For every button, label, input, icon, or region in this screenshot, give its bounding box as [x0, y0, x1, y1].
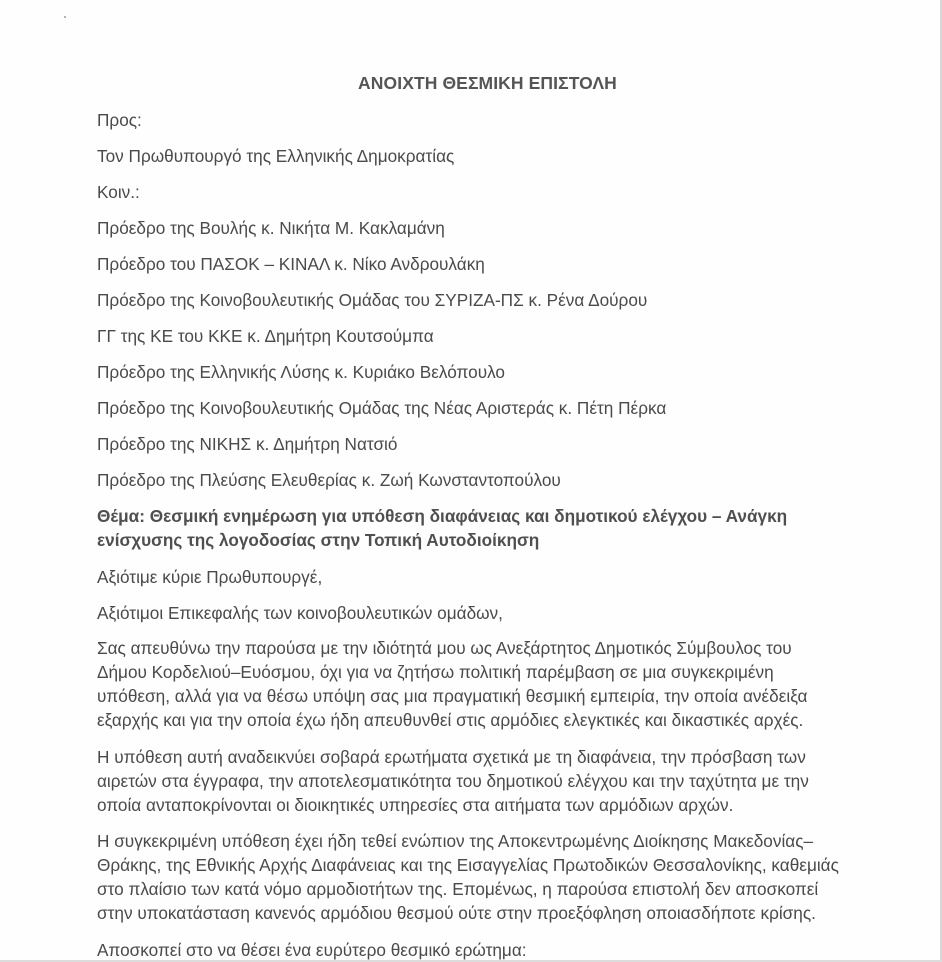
- paragraph-line: στην υποκατάσταση κανενός αρμόδιου θεσμού ούτε στην προεξόφληση οποιασδήποτε κρίσης.: [97, 903, 816, 923]
- cc-recipient: Πρόεδρο της Βουλής κ. Νικήτα Μ. Κακλαμάνη: [97, 218, 445, 238]
- salutation-prime-minister: Αξιότιμε κύριε Πρωθυπουργέ,: [97, 567, 323, 587]
- subject-line: ενίσχυσης της λογοδοσίας στην Τοπική Αυτοδιοίκηση: [97, 530, 540, 550]
- cc-recipient: Πρόεδρο της Ελληνικής Λύσης κ. Κυριάκο Βελόπουλο: [97, 362, 505, 382]
- cc-recipient: Πρόεδρο της Κοινοβουλευτικής Ομάδας του ΣΥΡΙΖΑ-ΠΣ κ. Ρένα Δούρου: [97, 290, 648, 310]
- body-paragraph-2: [97, 745, 897, 817]
- paragraph-line: Η υπόθεση αυτή αναδεικνύει σοβαρά ερωτήματα σχετικά με τη διαφάνεια, την πρόσβαση των: [97, 747, 806, 767]
- cc-recipient: Πρόεδρο της Πλεύσης Ελευθερίας κ. Ζωή Κωνσταντοπούλου: [97, 470, 561, 490]
- paragraph-line: οποία ανταποκρίνονται οι διοικητικές υπηρεσίες στα αιτήματα των αρμόδιων αρχών.: [97, 795, 734, 815]
- paragraph-line: εξαρχής και για την οποία έχω ήδη απευθυνθεί στις αρμόδιες ελεγκτικές και δικαστικές αρχές.: [97, 710, 804, 730]
- letter-subject: [97, 504, 857, 552]
- salutation-party-leaders: Αξιότιμοι Επικεφαλής των κοινοβουλευτικών ομάδων,: [97, 603, 503, 623]
- body-paragraph-4: Αποσκοπεί στο να θέσει ένα ευρύτερο θεσμικό ερώτημα:: [97, 940, 527, 960]
- cc-recipient: ΓΓ της ΚΕ του ΚΚΕ κ. Δημήτρη Κουτσούμπα: [97, 326, 434, 346]
- paragraph-line: Θράκης, της Εθνικής Αρχής Διαφάνειας και της Εισαγγελίας Πρωτοδικών Θεσσαλονίκης, καθεμιάς: [97, 855, 839, 875]
- cc-recipient: Πρόεδρο της Κοινοβουλευτικής Ομάδας της Νέας Αριστεράς κ. Πέτη Πέρκα: [97, 398, 667, 418]
- body-paragraph-1: [97, 636, 897, 732]
- cc-recipient: Πρόεδρο του ΠΑΣΟΚ – ΚΙΝΑΛ κ. Νίκο Ανδρουλάκη: [97, 254, 485, 274]
- to-label: Προς:: [97, 110, 142, 130]
- body-paragraph-3: [97, 829, 897, 925]
- paragraph-line: στο πλαίσιο των κατά νόμο αρμοδιοτήτων της. Επομένως, η παρούσα επιστολή δεν αποσκοπεί: [97, 879, 819, 899]
- paragraph-line: υπόθεση, αλλά για να θέσω υπόψη σας μια πραγματική θεσμική εμπειρία, την οποία ανέδειξα: [97, 686, 808, 706]
- letter-title: ΑΝΟΙΧΤΗ ΘΕΣΜΙΚΗ ΕΠΙΣΤΟΛΗ: [358, 73, 617, 93]
- cc-recipient: Πρόεδρο της ΝΙΚΗΣ κ. Δημήτρη Νατσιό: [97, 434, 398, 454]
- paragraph-line: Η συγκεκριμένη υπόθεση έχει ήδη τεθεί ενώπιον της Αποκεντρωμένης Διοίκησης Μακεδονίας–: [97, 831, 814, 851]
- to-recipient: Τον Πρωθυπουργό της Ελληνικής Δημοκρατίας: [97, 146, 455, 166]
- paragraph-line: Σας απευθύνω την παρούσα με την ιδιότητά μου ως Ανεξάρτητος Δημοτικός Σύμβουλος του: [97, 638, 792, 658]
- paragraph-line: αιρετών στα έγγραφα, την αποτελεσματικότητα του δημοτικού ελέγχου και την ταχύτητα με την: [97, 771, 809, 791]
- cc-label: Κοιν.:: [97, 182, 140, 202]
- scan-speck: [64, 16, 66, 18]
- paragraph-line: Δήμου Κορδελιού–Ευόσμου, όχι για να ζητήσω πολιτική παρέμβαση σε μια συγκεκριμένη: [97, 662, 774, 682]
- subject-line: Θέμα: Θεσμική ενημέρωση για υπόθεση διαφάνειας και δημοτικού ελέγχου – Ανάγκη: [97, 506, 788, 526]
